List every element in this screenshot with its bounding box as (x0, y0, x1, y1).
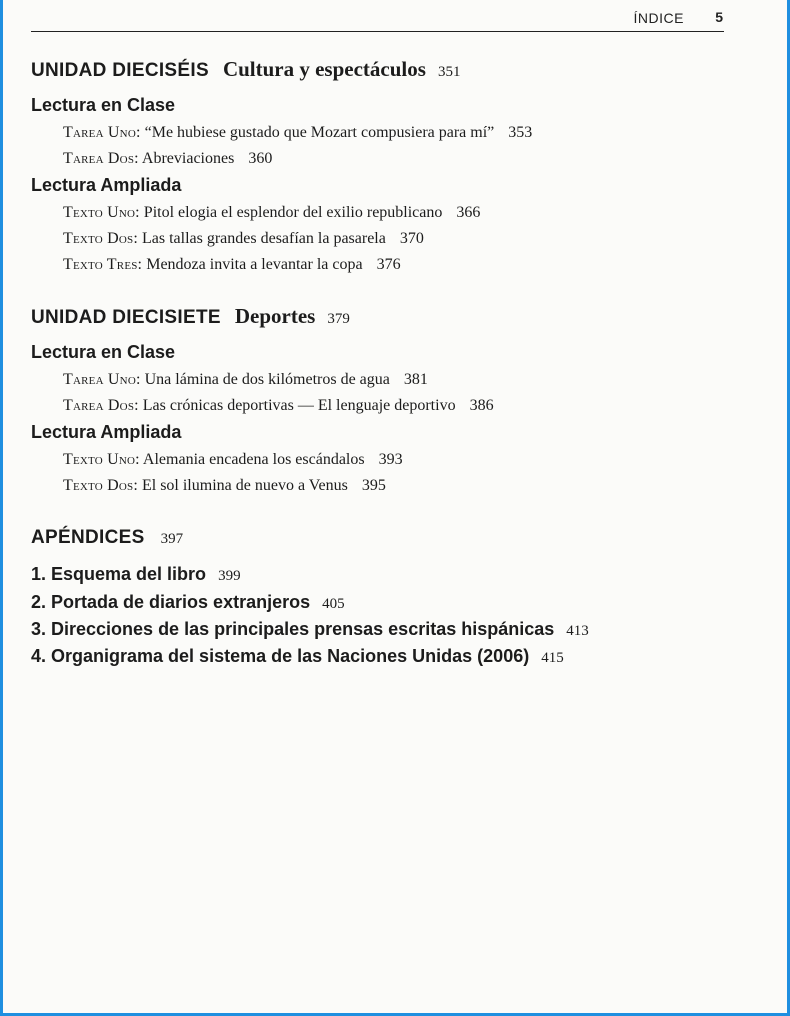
entry-title: Las tallas grandes desafían la pasarela (141, 230, 386, 247)
toc-entry (63, 230, 424, 248)
toc-entry (63, 204, 480, 222)
entry-page: 395 (361, 477, 386, 494)
toc-entry (63, 371, 428, 389)
entry-title: Una lámina de dos kilómetros de agua (144, 371, 390, 388)
appendix-title: 2. Portada de diarios extranjeros (31, 592, 311, 612)
entry-kind: Texto Dos: (63, 230, 138, 247)
entry-page: 366 (456, 204, 481, 221)
entry-title: Mendoza invita a levantar la copa (146, 256, 363, 273)
appendix-page: 399 (218, 568, 241, 584)
header-page-number: 5 (715, 9, 723, 25)
entry-kind: Tarea Dos: (63, 397, 139, 414)
appendices-page: 397 (160, 531, 184, 547)
section-heading-clase: Lectura en Clase (31, 95, 176, 115)
section-heading-ampliada: Lectura Ampliada (31, 422, 182, 442)
entry-kind: Texto Tres: (63, 256, 143, 273)
unit-title: Cultura y espectáculos (222, 57, 426, 81)
entry-page: 381 (403, 371, 428, 388)
entry-kind: Texto Uno: (63, 451, 140, 468)
entry-page: 360 (248, 150, 273, 167)
entry-title: Las crónicas deportivas — El lenguaje deportivo (142, 397, 456, 414)
appendix-item (31, 564, 241, 585)
appendix-item (31, 646, 564, 667)
entry-kind: Tarea Dos: (63, 150, 139, 167)
toc-entry (63, 150, 272, 168)
toc-entry (63, 397, 494, 415)
toc-entry (63, 124, 532, 142)
toc-entry (63, 451, 403, 469)
entry-page: 353 (508, 124, 533, 141)
unit-label: UNIDAD DIECISÉIS (31, 60, 209, 81)
appendix-title: 4. Organigrama del sistema de las Naciones Unidas (2006) (31, 646, 530, 666)
unit-page: 351 (437, 64, 461, 80)
toc-entry (63, 477, 386, 495)
appendix-page: 405 (322, 596, 345, 612)
appendices-heading (31, 527, 183, 549)
unit-page: 379 (327, 311, 350, 327)
unit-17-heading (31, 304, 350, 329)
appendix-page: 415 (541, 650, 564, 666)
section-heading-clase: Lectura en Clase (31, 342, 176, 362)
entry-kind: Tarea Uno: (63, 371, 141, 388)
entry-title: Abreviaciones (141, 150, 235, 167)
appendix-page: 413 (566, 623, 589, 639)
entry-page: 393 (378, 451, 403, 468)
unit-title: Deportes (234, 304, 316, 328)
entry-page: 370 (399, 230, 424, 247)
appendix-item (31, 619, 589, 640)
entry-page: 376 (376, 256, 401, 273)
section-heading-ampliada: Lectura Ampliada (31, 175, 182, 195)
entry-kind: Tarea Uno: (63, 124, 141, 141)
entry-title: Alemania encadena los escándalos (142, 451, 365, 468)
appendices-label: APÉNDICES (31, 527, 145, 548)
running-header (31, 8, 724, 32)
entry-title: El sol ilumina de nuevo a Venus (141, 477, 348, 494)
entry-page: 386 (469, 397, 494, 414)
appendix-item (31, 592, 345, 613)
appendix-title: 3. Direcciones de las principales prensas escritas hispánicas (31, 619, 555, 639)
unit-label: UNIDAD DIECISIETE (31, 307, 221, 328)
entry-kind: Texto Dos: (63, 477, 138, 494)
entry-title: “Me hubiese gustado que Mozart compusiera para mí” (144, 124, 495, 141)
toc-entry (63, 256, 401, 274)
entry-title: Pitol elogia el esplendor del exilio republicano (143, 204, 443, 221)
header-title: ÍNDICE (633, 10, 684, 26)
unit-16-heading (31, 57, 460, 82)
entry-kind: Texto Uno: (63, 204, 140, 221)
appendix-title: 1. Esquema del libro (31, 564, 207, 584)
